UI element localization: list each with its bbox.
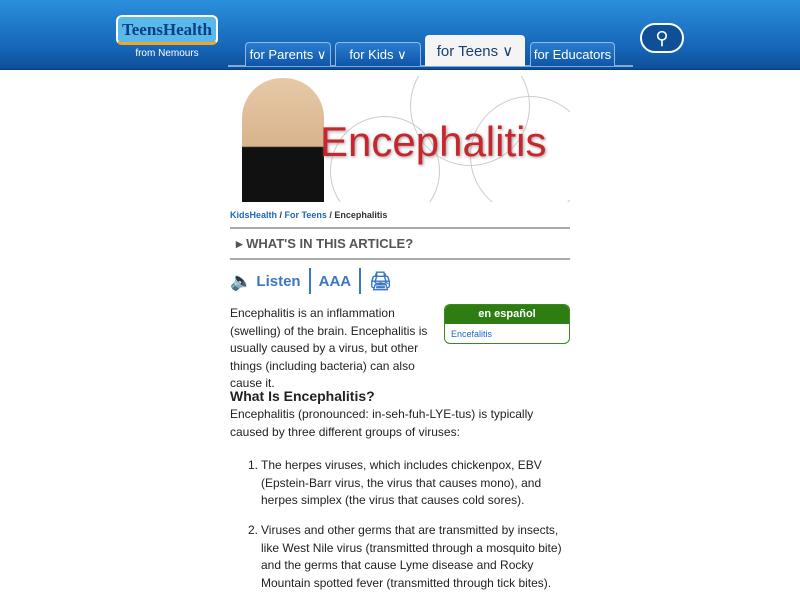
section-heading: What Is Encephalitis? [230, 388, 375, 404]
list-item: 1. The herpes viruses, which includes chickenpox, EBV (Epstein-Barr virus, the virus that causes mono), and herpes simplex (the virus that causes cold sores). [248, 458, 542, 507]
article-tools [230, 268, 392, 294]
site-header [0, 0, 800, 70]
spanish-link[interactable]: Encefalitis [451, 329, 493, 339]
divider [230, 227, 570, 229]
virus-list [248, 457, 570, 510]
virus-list [248, 522, 570, 592]
spanish-box [444, 304, 570, 344]
tab-for-kids[interactable]: for Kids ∨ [335, 42, 421, 66]
intro-paragraph: Encephalitis is an inflammation (swelling) of the brain. Encephalitis is usually caused by a virus, but other things (including bacteria) can also cause it. [230, 306, 428, 390]
breadcrumb-kidshealth[interactable]: KidsHealth [230, 210, 278, 220]
hero-photo [242, 78, 324, 202]
tab-for-parents[interactable]: for Parents ∨ [245, 42, 331, 66]
breadcrumb-for-teens[interactable]: For Teens [284, 210, 327, 220]
text-size-button[interactable]: AAA [318, 272, 352, 290]
breadcrumb-current: Encephalitis [334, 210, 388, 220]
separator [309, 268, 311, 294]
speaker-icon[interactable]: 🔈 [230, 270, 253, 291]
divider [230, 258, 570, 260]
tab-for-teens[interactable]: for Teens ∨ [425, 35, 525, 66]
list-item: 2. Viruses and other germs that are transmitted by insects, like West Nile virus (transmitted through a mosquito bite) and the germs that cause Lyme disease and Rocky Mountain spotted fever (transmitted through tick bites). [248, 523, 562, 590]
page-title: Encephalitis [320, 118, 547, 165]
print-icon[interactable]: 🖨 [369, 270, 392, 291]
logo-subtitle: from Nemours [135, 48, 199, 59]
separator [359, 268, 361, 294]
article-toc-toggle[interactable]: ▸ WHAT'S IN THIS ARTICLE? [236, 236, 414, 251]
tab-for-educators[interactable]: for Educators [530, 42, 615, 66]
listen-button[interactable]: Listen [256, 272, 301, 290]
hero-banner [240, 76, 570, 202]
breadcrumb: KidsHealth / For Teens / Encephalitis [230, 210, 388, 220]
spanish-header: en español [445, 305, 569, 324]
logo[interactable]: TeensHealth [116, 15, 218, 45]
section-paragraph: Encephalitis (pronounced: in-seh-fuh-LYE-tus) is typically caused by three different groups of viruses: [230, 407, 534, 439]
search-icon[interactable]: ⚲ [640, 23, 684, 53]
